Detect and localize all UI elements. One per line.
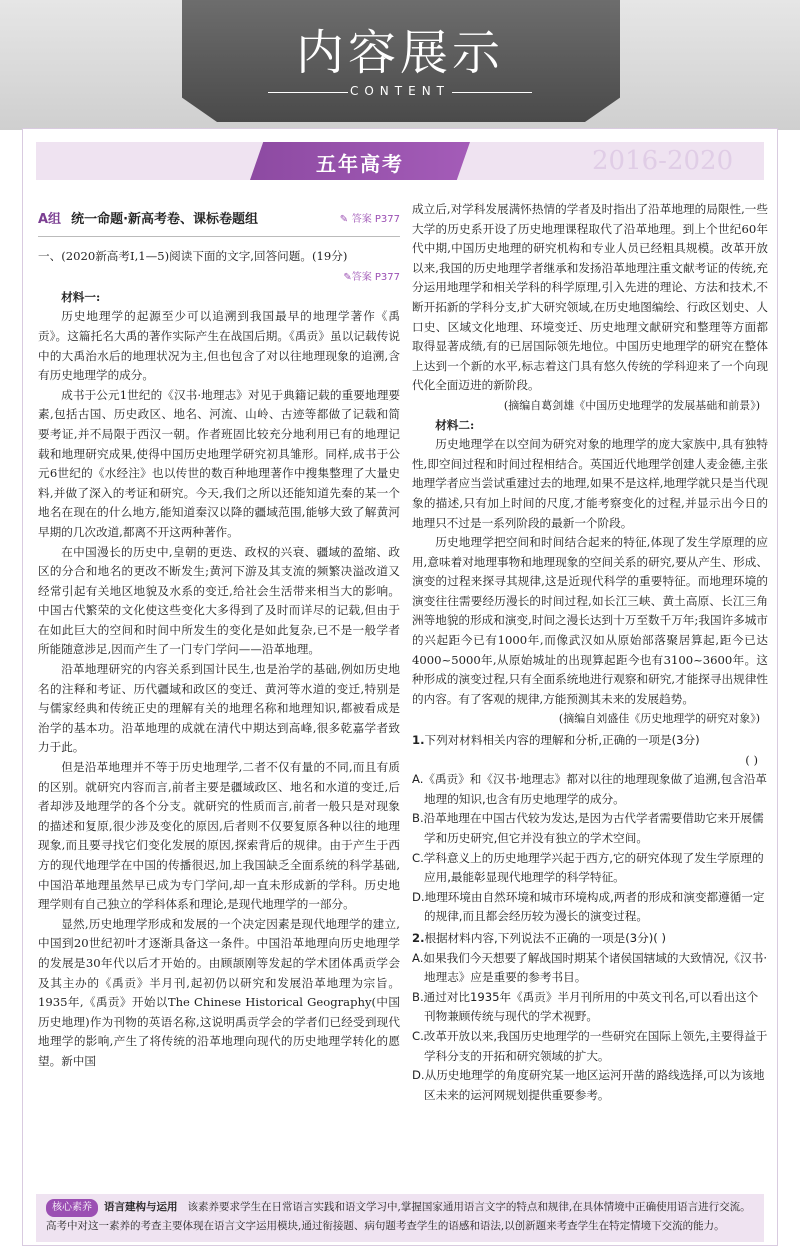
option-c[interactable]: C.学科意义上的历史地理学兴起于西方,它的研究体现了发生学原理的应用,最能彰显现代地理学的科学特征。 bbox=[412, 850, 764, 885]
core-literacy-name: 语言建构与运用 bbox=[104, 1201, 178, 1213]
top-banner bbox=[0, 0, 800, 130]
question-answer-text: 答案 P377 bbox=[351, 272, 400, 284]
answer-key-icon: ✎ bbox=[339, 214, 349, 225]
group-answer-text: 答案 P377 bbox=[351, 214, 400, 225]
group-heading bbox=[38, 210, 400, 237]
group-answer-link[interactable] bbox=[340, 210, 400, 230]
option-a[interactable]: A.《禹贡》和《汉书·地理志》都对以往的地理现象做了追溯,包含沿革地理的知识,也含有历史地理学的成分。 bbox=[412, 772, 768, 806]
core-literacy-tag: 核心素养 bbox=[46, 1199, 98, 1217]
option-d[interactable]: D.地理环境由自然环境和城市环境构成,两者的形成和演变都遵循一定的规律,而且都会经历较为漫长的演变过程。 bbox=[412, 889, 765, 924]
material-2-paragraph: 历史地理学把空间和时间结合起来的特征,体现了发生学原理的应用,意味着对地理事物和地理现象的空间关系的研究,要从产生、形成、演变的过程来探寻其规律,这是近现代科学的重要特征。而地理环境的演变往往需要经历漫长的时间过程,如长江三峡、黄土高原、长江三角洲等地貌的形成和演变,时间之漫长达到十万至数千万年;我国许多城市的兴起距今已有1000年,而像武汉如从原始部落聚居算起,距今已达4000~5000年,从原始城址的出现算起距今也有3100~3600年。这种形成的演变过程,只有全面系统地进行观察和研究,才能探寻出规律性的内容。有了客观的规律,方能预测其未来的发展趋势。 bbox=[412, 535, 768, 706]
question-answer-link[interactable] bbox=[38, 268, 400, 288]
material-1-paragraph: 显然,历史地理学形成和发展的一个决定因素是现代地理学的建立,中国到20世纪初叶才逐渐具备这一条件。中国沿革地理向历史地理学的发展是30年代以后才开始的。由顾颉刚等发起的学术团体禹贡学会及其主办的《禹贡》半月刊,起初仍以研究和发展沿革地理为宗旨。1935年,《禹贡》开始以The Chinese Historical Geography(中国历史地理)作为刊物的英语名称,这说明禹贡学会的学者们已经受到现代地理学的影响,产生了将传统的沿革地理向现代的历史地理学转化的愿望。新中国 bbox=[38, 916, 400, 1068]
question-number: 2. bbox=[412, 930, 425, 945]
question-2 bbox=[412, 929, 768, 949]
core-literacy-note bbox=[36, 1194, 764, 1242]
material-1-paragraph: 成书于公元1世纪的《汉书·地理志》对见于典籍记载的重要地理要素,包括古国、历史政区、地名、河流、山岭、古迹等都做了记载和简要考证,并不局限于西汉一朝。作者班固比较充分地利用已有的地理记载和地理研究成果,使得中国历史地理学研究初具雏形。同样,成书于公元6世纪的《水经注》也以传世的数百种地理著作中搜集整理了大量史料,并做了深入的考证和研究。今天,我们之所以还能知道先秦的某一个地名在现在的什么地方,能知道秦汉以降的疆域范围,能够大致了解黄河早期的几次改道,都离不开这两种著作。 bbox=[38, 387, 400, 539]
material-1-paragraph-continued: 成立后,对学科发展满怀热情的学者及时指出了沿革地理的局限性,一些大学的历史系开设了历史地理课程取代了沿革地理。到上个世纪60年代中期,中国历史地理的研究机构和专业人员已经粗具规模。改革开放以来,我国的历史地理学者继承和发扬沿革地理注重文献考证的传统,充分运用地理学和相关学科的科学原理,引入先进的理论、方法和技术,不断开拓新的学科分支,扩大研究领域,在历史地图编绘、行政区划史、人口史、区域文化地理、环境变迁、历史地理文献研究和整理等方面都取得显著成绩,有的已居国际领先地位。中国历史地理学的研究在整体上达到一个新的水平,标志着这门具有悠久传统的学科迎来了一个向现代化全面迈进的新阶段。 bbox=[412, 202, 768, 393]
question-number: 1. bbox=[412, 733, 425, 748]
material-2-source: (摘编自刘盛佳《历史地理学的研究对象》) bbox=[558, 712, 760, 726]
material-1-paragraph: 沿革地理研究的内容关系到国计民生,也是治学的基础,例如历史地名的注释和考证、历代疆域和政区的变迁、黄河等水道的变迁,特别是与儒家经典和传统正史的理解有关的地理名称和地理知识,都被看成是治学的基本功。沿革地理的成就在清代中期达到高峰,很多乾嘉学者致力于此。 bbox=[38, 662, 400, 755]
material-1-source: (摘编自葛剑雄《中国历史地理学的发展基础和前景》) bbox=[503, 398, 760, 412]
question-stem: 下列对材料相关内容的理解和分析,正确的一项是(3分) bbox=[424, 733, 700, 748]
question-intro: 一、(2020新高考Ⅰ,1—5)阅读下面的文字,回答问题。(19分) bbox=[38, 248, 348, 263]
option-b[interactable]: B.沿革地理在中国古代较为发达,是因为古代学者需要借助它来开展儒学和历史研究,但它并没有独立的学术空间。 bbox=[412, 811, 764, 845]
material-2-title: 材料二: bbox=[435, 417, 475, 432]
group-title: 统一命题·新高考卷、课标卷题组 bbox=[71, 212, 259, 227]
option-d[interactable]: D.从历史地理学的角度研究某一地区运河开凿的路线选择,可以为该地区未来的运河网规划提供重要参考。 bbox=[412, 1068, 765, 1102]
answer-key-icon: ✎ bbox=[343, 272, 352, 284]
material-1-title: 材料一: bbox=[61, 289, 101, 304]
section-title: 五年高考 bbox=[316, 152, 404, 176]
right-column bbox=[412, 200, 768, 1105]
left-column bbox=[38, 210, 400, 1072]
material-2-paragraph: 历史地理学在以空间为研究对象的地理学的庞大家族中,具有独特性,即空间过程和时间过程相结合。英国近代地理学创建人麦金德,主张地理学者应当尝试重建过去的地理,如果不是这样,地理学就只是当代现象的描述,只有加上时间的尺度,才能考察变化的过程,并显示出今日的地理只不过是一系列阶段的最新一个阶段。 bbox=[412, 437, 768, 530]
answer-blank[interactable]: ( ) bbox=[745, 752, 758, 767]
material-1-paragraph: 在中国漫长的历史中,皇朝的更迭、政权的兴衰、疆域的盈缩、政区的分合和地名的更改不断发生;黄河下游及其支流的频繁决溢改道又经常引起有关地区地貌及水系的变迁,给社会生活带来相当大的影响。中国古代繁荣的文化使这些变化大多得到了及时而详尽的记载,但由于在如此巨大的空间和时间中所发生的变化是如此复杂,已不是一般学者所能随意涉足,因而产生了一门专门学问——沿革地理。 bbox=[38, 544, 400, 657]
answer-blank[interactable]: ( ) bbox=[653, 930, 667, 945]
option-c[interactable]: C.改革开放以来,我国历史地理学的一些研究在国际上领先,主要得益于学科分支的开拓和研究领域的扩大。 bbox=[412, 1028, 768, 1063]
question-1 bbox=[412, 731, 768, 751]
banner-subtitle: CONTENT bbox=[349, 84, 451, 98]
group-label: A组 bbox=[38, 212, 62, 227]
option-a[interactable]: A.如果我们今天想要了解战国时期某个诸侯国辖域的大致情况,《汉书·地理志》应是重要的参考书目。 bbox=[412, 950, 768, 985]
material-1-paragraph: 历史地理学的起源至少可以追溯到我国最早的地理学著作《禹贡》。这篇托名大禹的著作实际产生在战国后期。《禹贡》虽以记载传说中的大禹治水后的地理状况为主,但也包含了对以往地理现象的追溯,含有历史地理学的成分。 bbox=[38, 309, 400, 383]
material-1-paragraph: 但是沿革地理并不等于历史地理学,二者不仅有量的不同,而且有质的区别。就研究内容而言,前者主要是疆域政区、地名和水道的变迁,后者却涉及地理学的各个分支。就研究的性质而言,前者一般只是对现象的描述和复原,很少涉及变化的原因,后者则不仅要复原各种以往的地理现象,而且要寻找它们变化发展的原因,探索背后的规律。由于产生于西方的现代地理学在中国的传播很迟,加上我国缺乏全面系统的科学基础,中国沿革地理虽然早已成为专门学问,却一直未形成新的学科。历史地理学则有自己独立的学科体系和理论,是现代地理学的一部分。 bbox=[38, 760, 400, 912]
core-literacy-text: 该素养要求学生在日常语言实践和语文学习中,掌握国家通用语言文字的特点和规律,在具体情境中正确使用语言进行交流。高考中对这一素养的考查主要体现在语言文字运用模块,通过衔接题、病句题考查学生的语感和语法,以创新题来考查学生在特定情境下交流的能力。 bbox=[46, 1201, 751, 1232]
section-years: 2016-2020 bbox=[592, 146, 734, 176]
banner-title: 内容展示 bbox=[295, 25, 504, 81]
question-stem: 根据材料内容,下列说法不正确的一项是(3分) bbox=[424, 930, 654, 945]
option-b[interactable]: B.通过对比1935年《禹贡》半月刊所用的中英文刊名,可以看出这个刊物兼顾传统与现代的学术视野。 bbox=[412, 989, 759, 1024]
